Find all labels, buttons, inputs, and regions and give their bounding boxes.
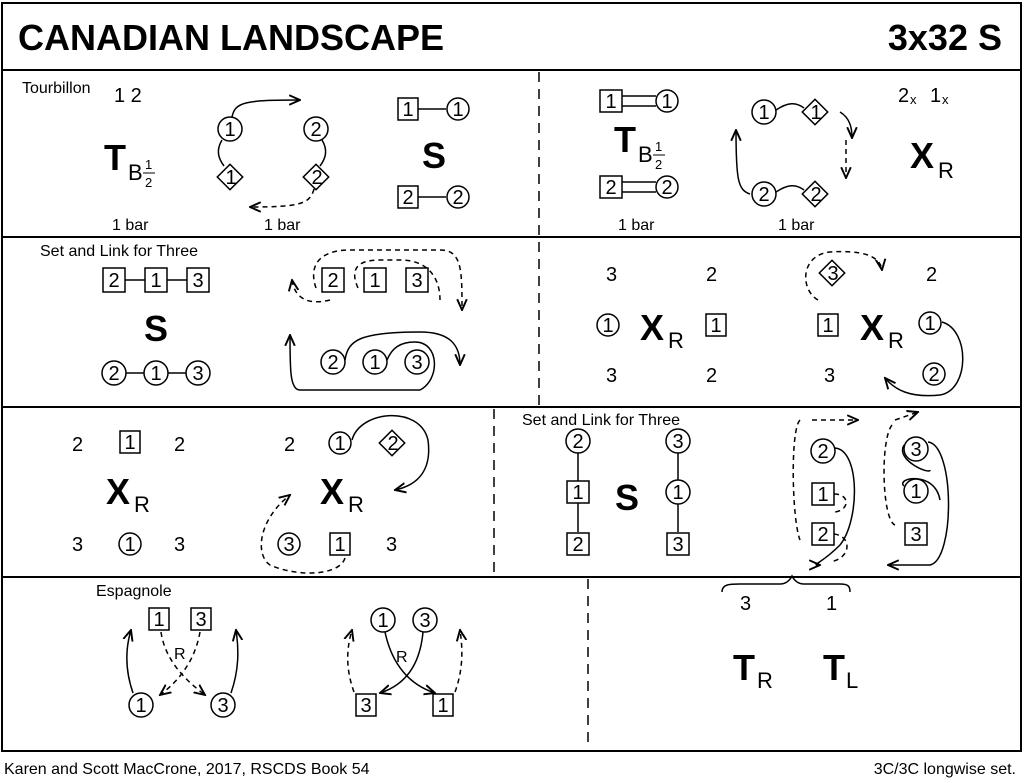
dancer-num: 2 <box>284 434 296 456</box>
dancer-num: 2 <box>572 534 584 556</box>
path-arrow <box>895 412 918 420</box>
setting-s: S <box>615 477 640 518</box>
dancer-num: 1 <box>572 482 584 504</box>
dancer-num: 1 <box>661 91 673 113</box>
setting-diagram <box>398 98 469 209</box>
turn-section <box>722 576 858 693</box>
dancer-num: 1 <box>910 481 922 503</box>
dance-format: 3x32 S <box>887 17 1002 58</box>
path-arrow <box>816 448 854 565</box>
t-letter: T <box>733 647 755 688</box>
r-letter: R <box>757 668 773 693</box>
dancer-num: 2 <box>402 187 414 209</box>
x-letter: X <box>640 307 665 348</box>
dancer-num: 2 <box>108 363 120 385</box>
dancer-num: 1 <box>369 352 381 374</box>
dancer-num: 2 <box>758 184 770 206</box>
r-letter: R <box>134 492 150 517</box>
formation-tb-half <box>104 137 155 190</box>
dancer-num: 1 <box>150 270 162 292</box>
path-arrow <box>793 420 800 540</box>
dancer-num: 1 <box>822 315 834 337</box>
cross-right-right <box>806 252 963 396</box>
t-letter: T <box>823 647 845 688</box>
r-letter: R <box>396 649 408 666</box>
dancer-num: 3 <box>672 431 684 453</box>
dancer-num: 1 <box>758 102 770 124</box>
setlink-label: Set and Link for Three <box>522 412 681 429</box>
espagnole-right <box>348 608 462 717</box>
dancer-num: 3 <box>386 534 398 556</box>
bar-count: 1 bar <box>778 217 815 234</box>
dancer-num: 3 <box>606 264 618 286</box>
link-paths-diagram <box>290 250 462 390</box>
set-and-link-column <box>566 429 690 556</box>
dancer-num: 2 <box>810 184 822 206</box>
x-letter: X <box>910 135 935 176</box>
dancer-num: 1 <box>402 99 414 121</box>
path-arrow <box>231 630 238 693</box>
dancer-num: 2 <box>327 270 339 292</box>
dancer-num: 3 <box>672 534 684 556</box>
dancer-num: 1 <box>605 91 617 113</box>
r-letter: R <box>668 328 684 353</box>
r-letter: R <box>174 646 186 663</box>
espagnole-left <box>127 608 238 717</box>
brace <box>722 576 850 592</box>
r-letter: R <box>888 328 904 353</box>
hand-link <box>218 140 224 166</box>
b-letter: B <box>128 160 143 185</box>
cross-right-left <box>597 264 726 387</box>
dancer-num: 2 <box>817 524 829 546</box>
dancer-num: 3 <box>824 365 836 387</box>
dancer-num: 1 <box>224 119 236 141</box>
dancer-num: 3 <box>606 365 618 387</box>
dancer-num: 2 <box>327 352 339 374</box>
b-letter: B <box>638 142 653 167</box>
dancer-num: 2 <box>706 365 718 387</box>
dancer-num: 3 <box>411 352 423 374</box>
dancer-num: 1 <box>452 99 464 121</box>
r-letter: R <box>938 158 954 183</box>
dancer-num: 3 <box>195 609 207 631</box>
dancer-num: 1 <box>124 534 136 556</box>
path-arrow <box>455 630 462 692</box>
dancer-num: 3 <box>72 534 84 556</box>
hand-link <box>320 140 326 166</box>
link-column-paths <box>793 412 948 565</box>
dancer-num: 1 <box>225 167 237 189</box>
r-letter: R <box>348 492 364 517</box>
cross-row3-left <box>72 431 185 556</box>
x-letter: X <box>106 471 131 512</box>
dancer-num: 2 <box>572 431 584 453</box>
hand-link <box>622 96 656 106</box>
path-arrow <box>736 130 750 194</box>
tourbillon-right-diagram <box>736 99 852 206</box>
path-arrow <box>834 494 846 512</box>
dancer-num: 3 <box>411 270 423 292</box>
dancer-num: 3 <box>419 610 431 632</box>
set-and-link-line <box>102 268 210 385</box>
path-arrow <box>345 332 460 365</box>
dancer-num: 2 <box>387 433 399 455</box>
setting-s: S <box>422 135 447 176</box>
dancer-num: 1 <box>924 313 936 335</box>
path-arrow <box>250 189 314 207</box>
dancer-num: 1 <box>150 363 162 385</box>
hand-link <box>776 104 804 110</box>
dancer-num: 1 <box>377 610 389 632</box>
cross-first: 2 <box>898 85 910 107</box>
footer-credit: Karen and Scott MacCrone, 2017, RSCDS Book 54 <box>4 761 370 778</box>
frac-den: 2 <box>145 175 153 190</box>
dancer-num: 3 <box>283 534 295 556</box>
dance-title: CANADIAN LANDSCAPE <box>18 17 445 58</box>
dancer-num: 1 <box>437 695 449 717</box>
cross-second: 1 <box>930 85 942 107</box>
frac-num: 1 <box>145 157 153 172</box>
dancer-num: 1 <box>334 534 346 556</box>
dancer-num: 2 <box>605 177 617 199</box>
dancer-num: 3 <box>192 270 204 292</box>
setlink-label: Set and Link for Three <box>40 243 199 260</box>
hand-link <box>622 182 656 192</box>
dancer-num: 3 <box>174 534 186 556</box>
bar-count: 1 bar <box>618 217 655 234</box>
path-arrow <box>806 252 882 300</box>
dancer-num: 1 <box>710 315 722 337</box>
couples-label: 1 2 <box>114 85 142 107</box>
frac-num: 1 <box>655 139 663 154</box>
x-letter: X <box>320 471 345 512</box>
cross-label <box>898 85 954 183</box>
position-label: 1 <box>826 593 838 615</box>
dancer-num: 2 <box>817 441 829 463</box>
path-arrow <box>127 630 133 693</box>
dancer-num: 1 <box>334 433 346 455</box>
bar-count: 1 bar <box>112 217 149 234</box>
x-letter: X <box>860 307 885 348</box>
path-arrow <box>884 425 895 525</box>
tourbillon-diagram <box>217 100 328 207</box>
dancer-num: 1 <box>810 102 822 124</box>
setting-s: S <box>144 308 169 349</box>
path-arrow <box>348 630 354 692</box>
dancer-num: 3 <box>910 524 922 546</box>
dancer-num: 3 <box>217 695 229 717</box>
dancer-num: 3 <box>827 263 839 285</box>
dancer-num: 2 <box>310 119 322 141</box>
tourbillon-label: Tourbillon <box>22 80 91 97</box>
dancer-num: 3 <box>910 439 922 461</box>
espagnole-label: Espagnole <box>96 583 172 600</box>
dancer-num: 1 <box>153 609 165 631</box>
footer-formation: 3C/3C longwise set. <box>873 761 1016 778</box>
cross-row3-right <box>261 416 428 573</box>
dancer-num: 1 <box>672 482 684 504</box>
dancer-num: 2 <box>706 264 718 286</box>
tb-diagram-right <box>600 90 678 199</box>
t-letter: T <box>104 137 126 178</box>
hand-link <box>776 186 804 192</box>
dancer-num: 3 <box>360 695 372 717</box>
path-arrow <box>385 632 435 693</box>
frac-den: 2 <box>655 157 663 172</box>
dancer-num: 1 <box>124 432 136 454</box>
dancer-num: 2 <box>174 434 186 456</box>
dancer-num: 3 <box>192 363 204 385</box>
dancer-num: 1 <box>135 695 147 717</box>
position-label: 3 <box>740 593 752 615</box>
dancer-num: 2 <box>926 264 938 286</box>
l-letter: L <box>846 668 859 693</box>
dancer-num: 1 <box>817 484 829 506</box>
path-arrow <box>840 112 852 138</box>
dancer-num: 2 <box>661 177 673 199</box>
cross-first-x: x <box>910 92 917 107</box>
dancer-num: 2 <box>72 434 84 456</box>
dancer-num: 1 <box>369 270 381 292</box>
path-arrow <box>232 100 300 117</box>
dancer-num: 1 <box>602 315 614 337</box>
bar-count: 1 bar <box>264 217 301 234</box>
dancer-num: 2 <box>311 167 323 189</box>
dancer-num: 2 <box>928 364 940 386</box>
cross-second-x: x <box>942 92 949 107</box>
dancer-num: 2 <box>108 270 120 292</box>
dancer-num: 2 <box>452 187 464 209</box>
t-letter: T <box>614 119 636 160</box>
